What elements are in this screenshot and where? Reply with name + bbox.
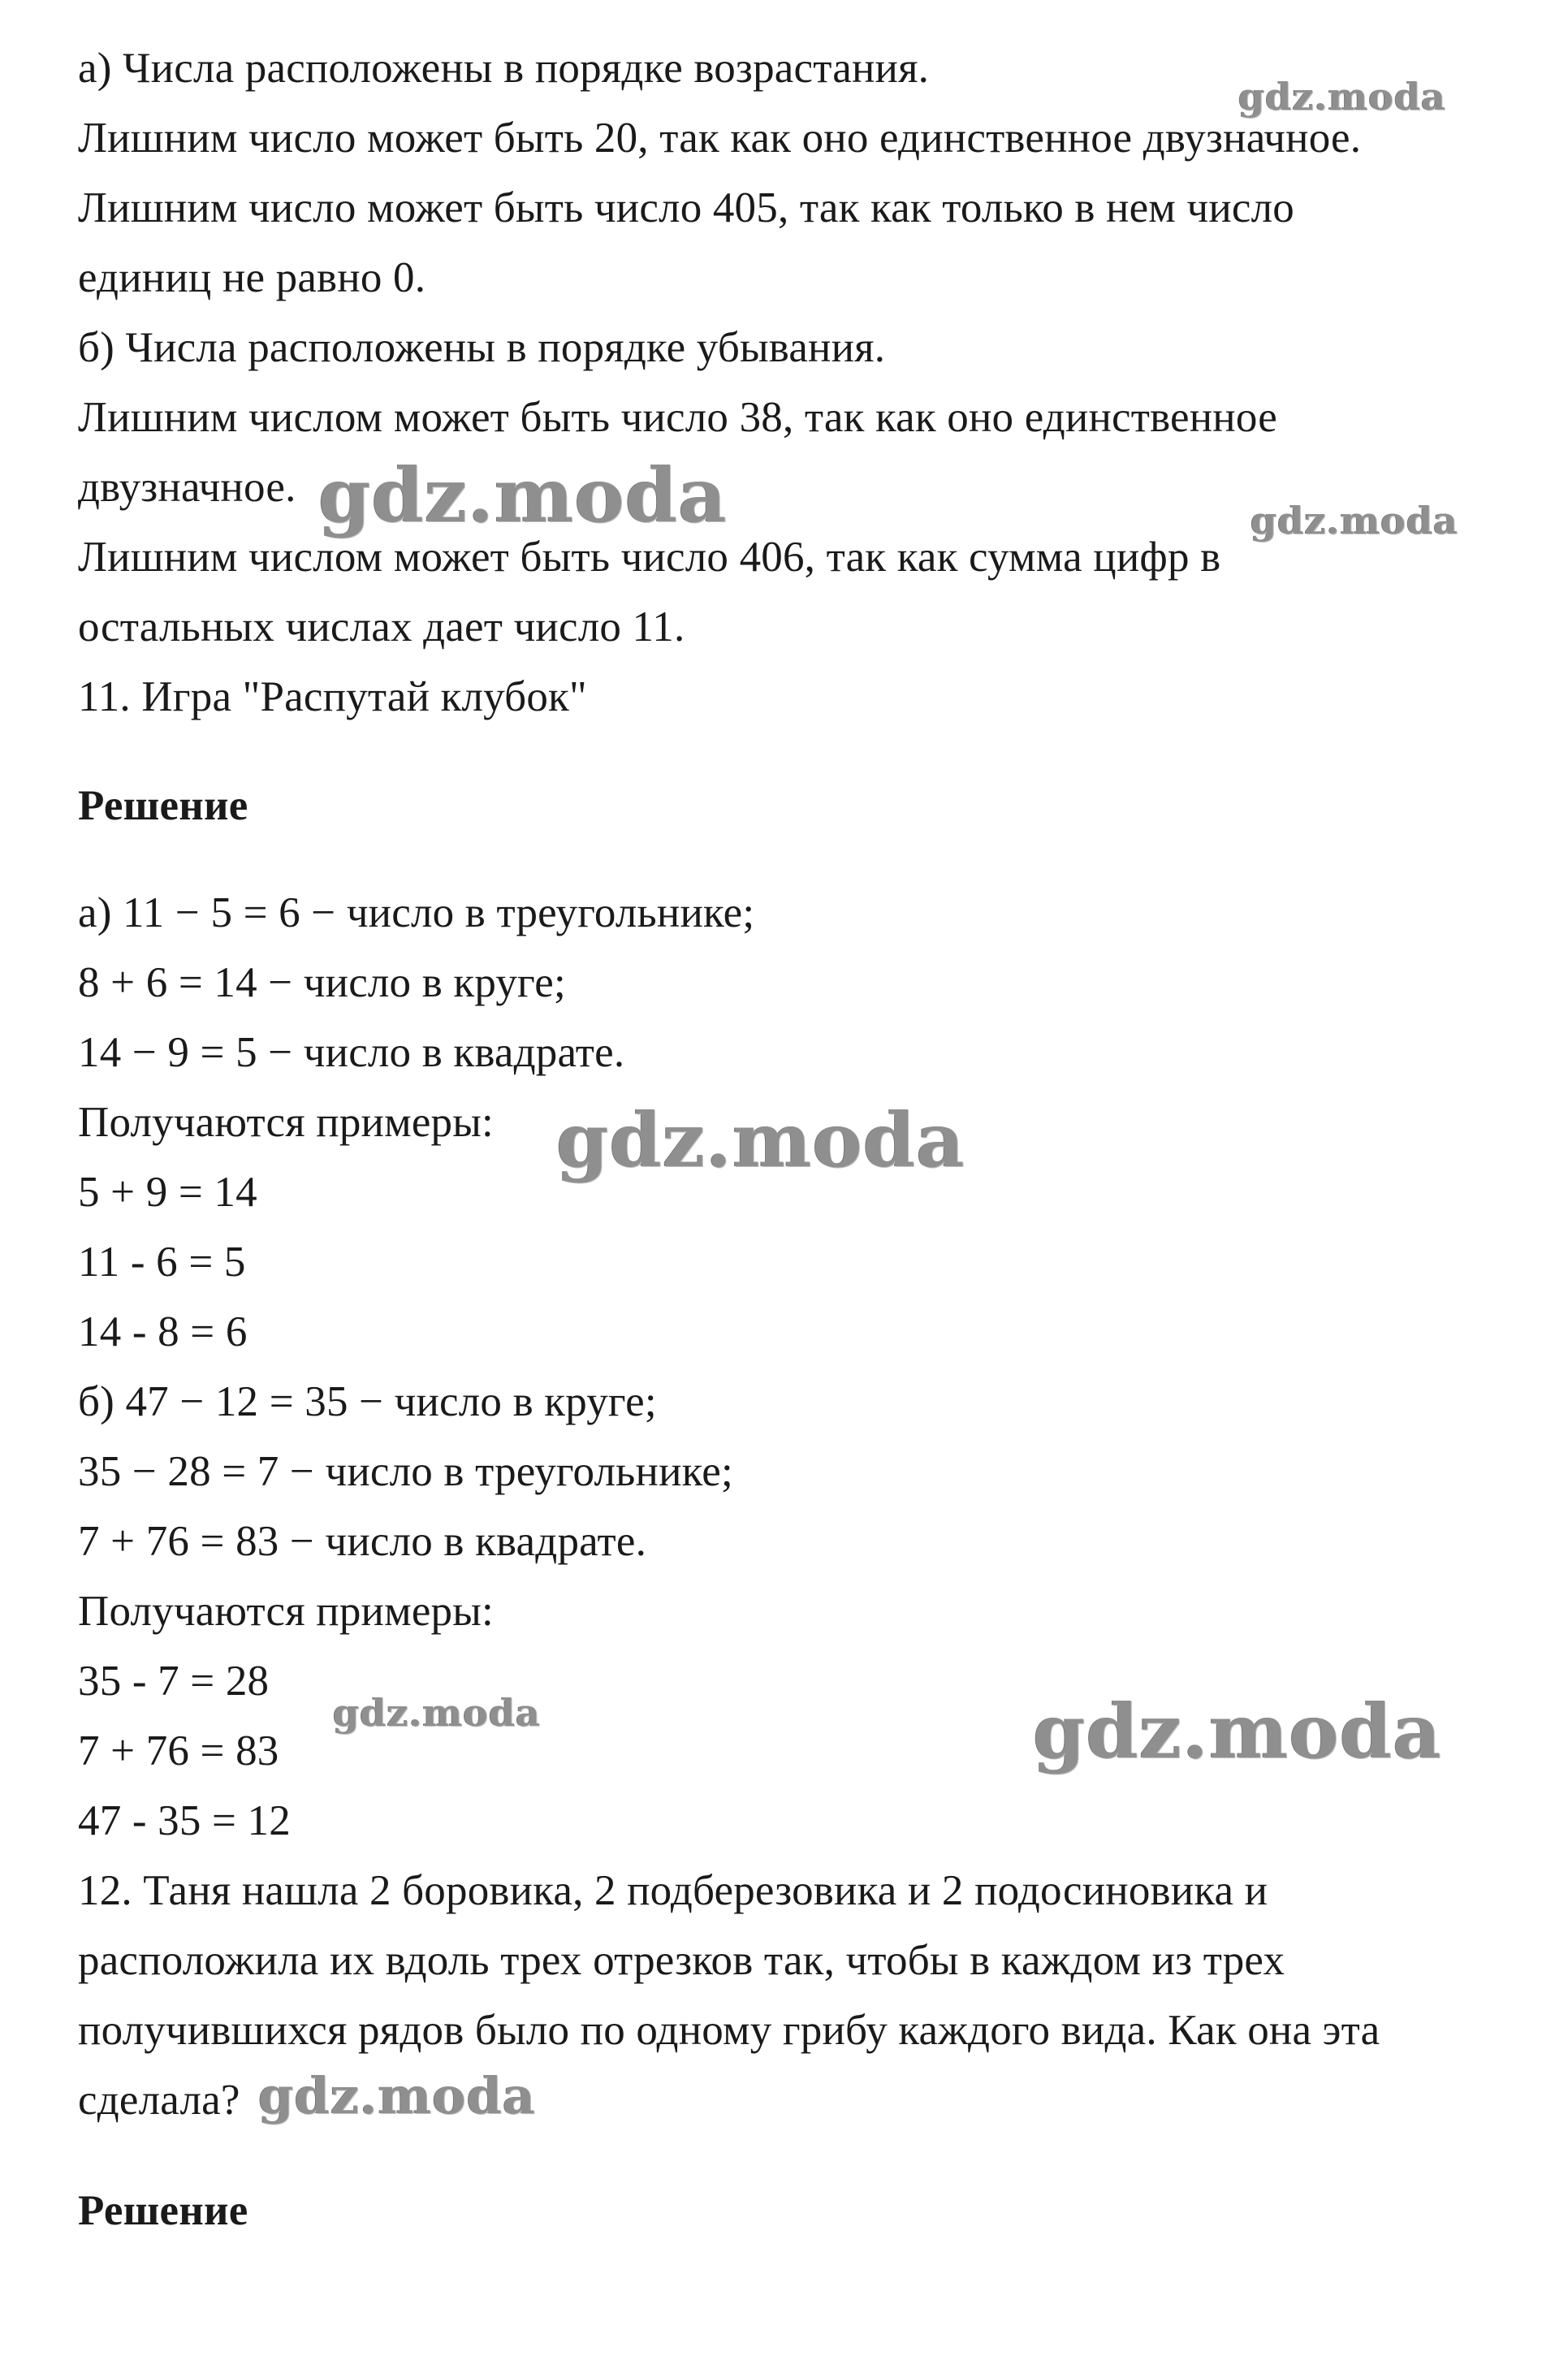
text-line-20: 35 − 28 = 7 − число в треугольнике; <box>78 1448 733 1495</box>
watermark-7: gdz.moda <box>258 2066 536 2125</box>
text-line-1: а) Числа расположены в порядке возрастания. <box>78 45 930 92</box>
text-line-27: расположила их вдоль трех отрезков так, чтобы в каждом из трех <box>78 1937 1285 1984</box>
text-line-17: 11 - 6 = 5 <box>78 1239 246 1286</box>
text-line-2: Лишним число может быть 20, так как оно единственное двузначное. <box>78 115 1362 162</box>
watermark-2: gdz.moda <box>318 452 728 539</box>
solution-heading-1: Решение <box>78 782 248 829</box>
text-line-9: остальных числах дает число 11. <box>78 603 685 651</box>
text-line-23: 35 - 7 = 28 <box>78 1658 270 1705</box>
text-line-24: 7 + 76 = 83 <box>78 1727 279 1775</box>
text-line-26: 12. Таня нашла 2 боровика, 2 подберезовика и 2 подосиновика и <box>78 1867 1268 1914</box>
text-line-16: 5 + 9 = 14 <box>78 1169 257 1216</box>
text-line-5: б) Числа расположены в порядке убывания. <box>78 324 886 371</box>
text-line-8: Лишним числом может быть число 406, так как сумма цифр в <box>78 534 1221 581</box>
watermark-3: gdz.moda <box>1251 499 1458 543</box>
text-line-25: 47 - 35 = 12 <box>78 1797 291 1844</box>
watermark-6: gdz.moda <box>1033 1688 1442 1775</box>
text-line-10: 11. Игра "Распутай клубок" <box>78 673 587 720</box>
text-line-3: Лишним число может быть число 405, так как только в нем число <box>78 184 1294 231</box>
text-line-21: 7 + 76 = 83 − число в квадрате. <box>78 1518 647 1565</box>
text-line-15: Получаются примеры: <box>78 1099 494 1146</box>
watermark-1: gdz.moda <box>1238 75 1446 119</box>
watermark-5: gdz.moda <box>333 1691 541 1735</box>
text-line-14: 14 − 9 = 5 − число в квадрате. <box>78 1029 625 1076</box>
text-line-22: Получаются примеры: <box>78 1588 494 1635</box>
text-line-28: получившихся рядов было по одному грибу каждого вида. Как она эта <box>78 2007 1380 2054</box>
text-line-13: 8 + 6 = 14 − число в круге; <box>78 959 566 1006</box>
text-line-12: а) 11 − 5 = 6 − число в треугольнике; <box>78 889 755 936</box>
watermark-4: gdz.moda <box>556 1096 965 1184</box>
text-line-6: Лишним числом может быть число 38, так как оно единственное <box>78 394 1277 441</box>
text-line-19: б) 47 − 12 = 35 − число в круге; <box>78 1378 657 1425</box>
text-line-29: сделала? <box>78 2077 240 2124</box>
text-line-18: 14 - 8 = 6 <box>78 1308 248 1355</box>
text-line-7: двузначное. <box>78 464 296 511</box>
solution-heading-2: Решение <box>78 2187 248 2234</box>
text-line-4: единиц не равно 0. <box>78 254 426 301</box>
